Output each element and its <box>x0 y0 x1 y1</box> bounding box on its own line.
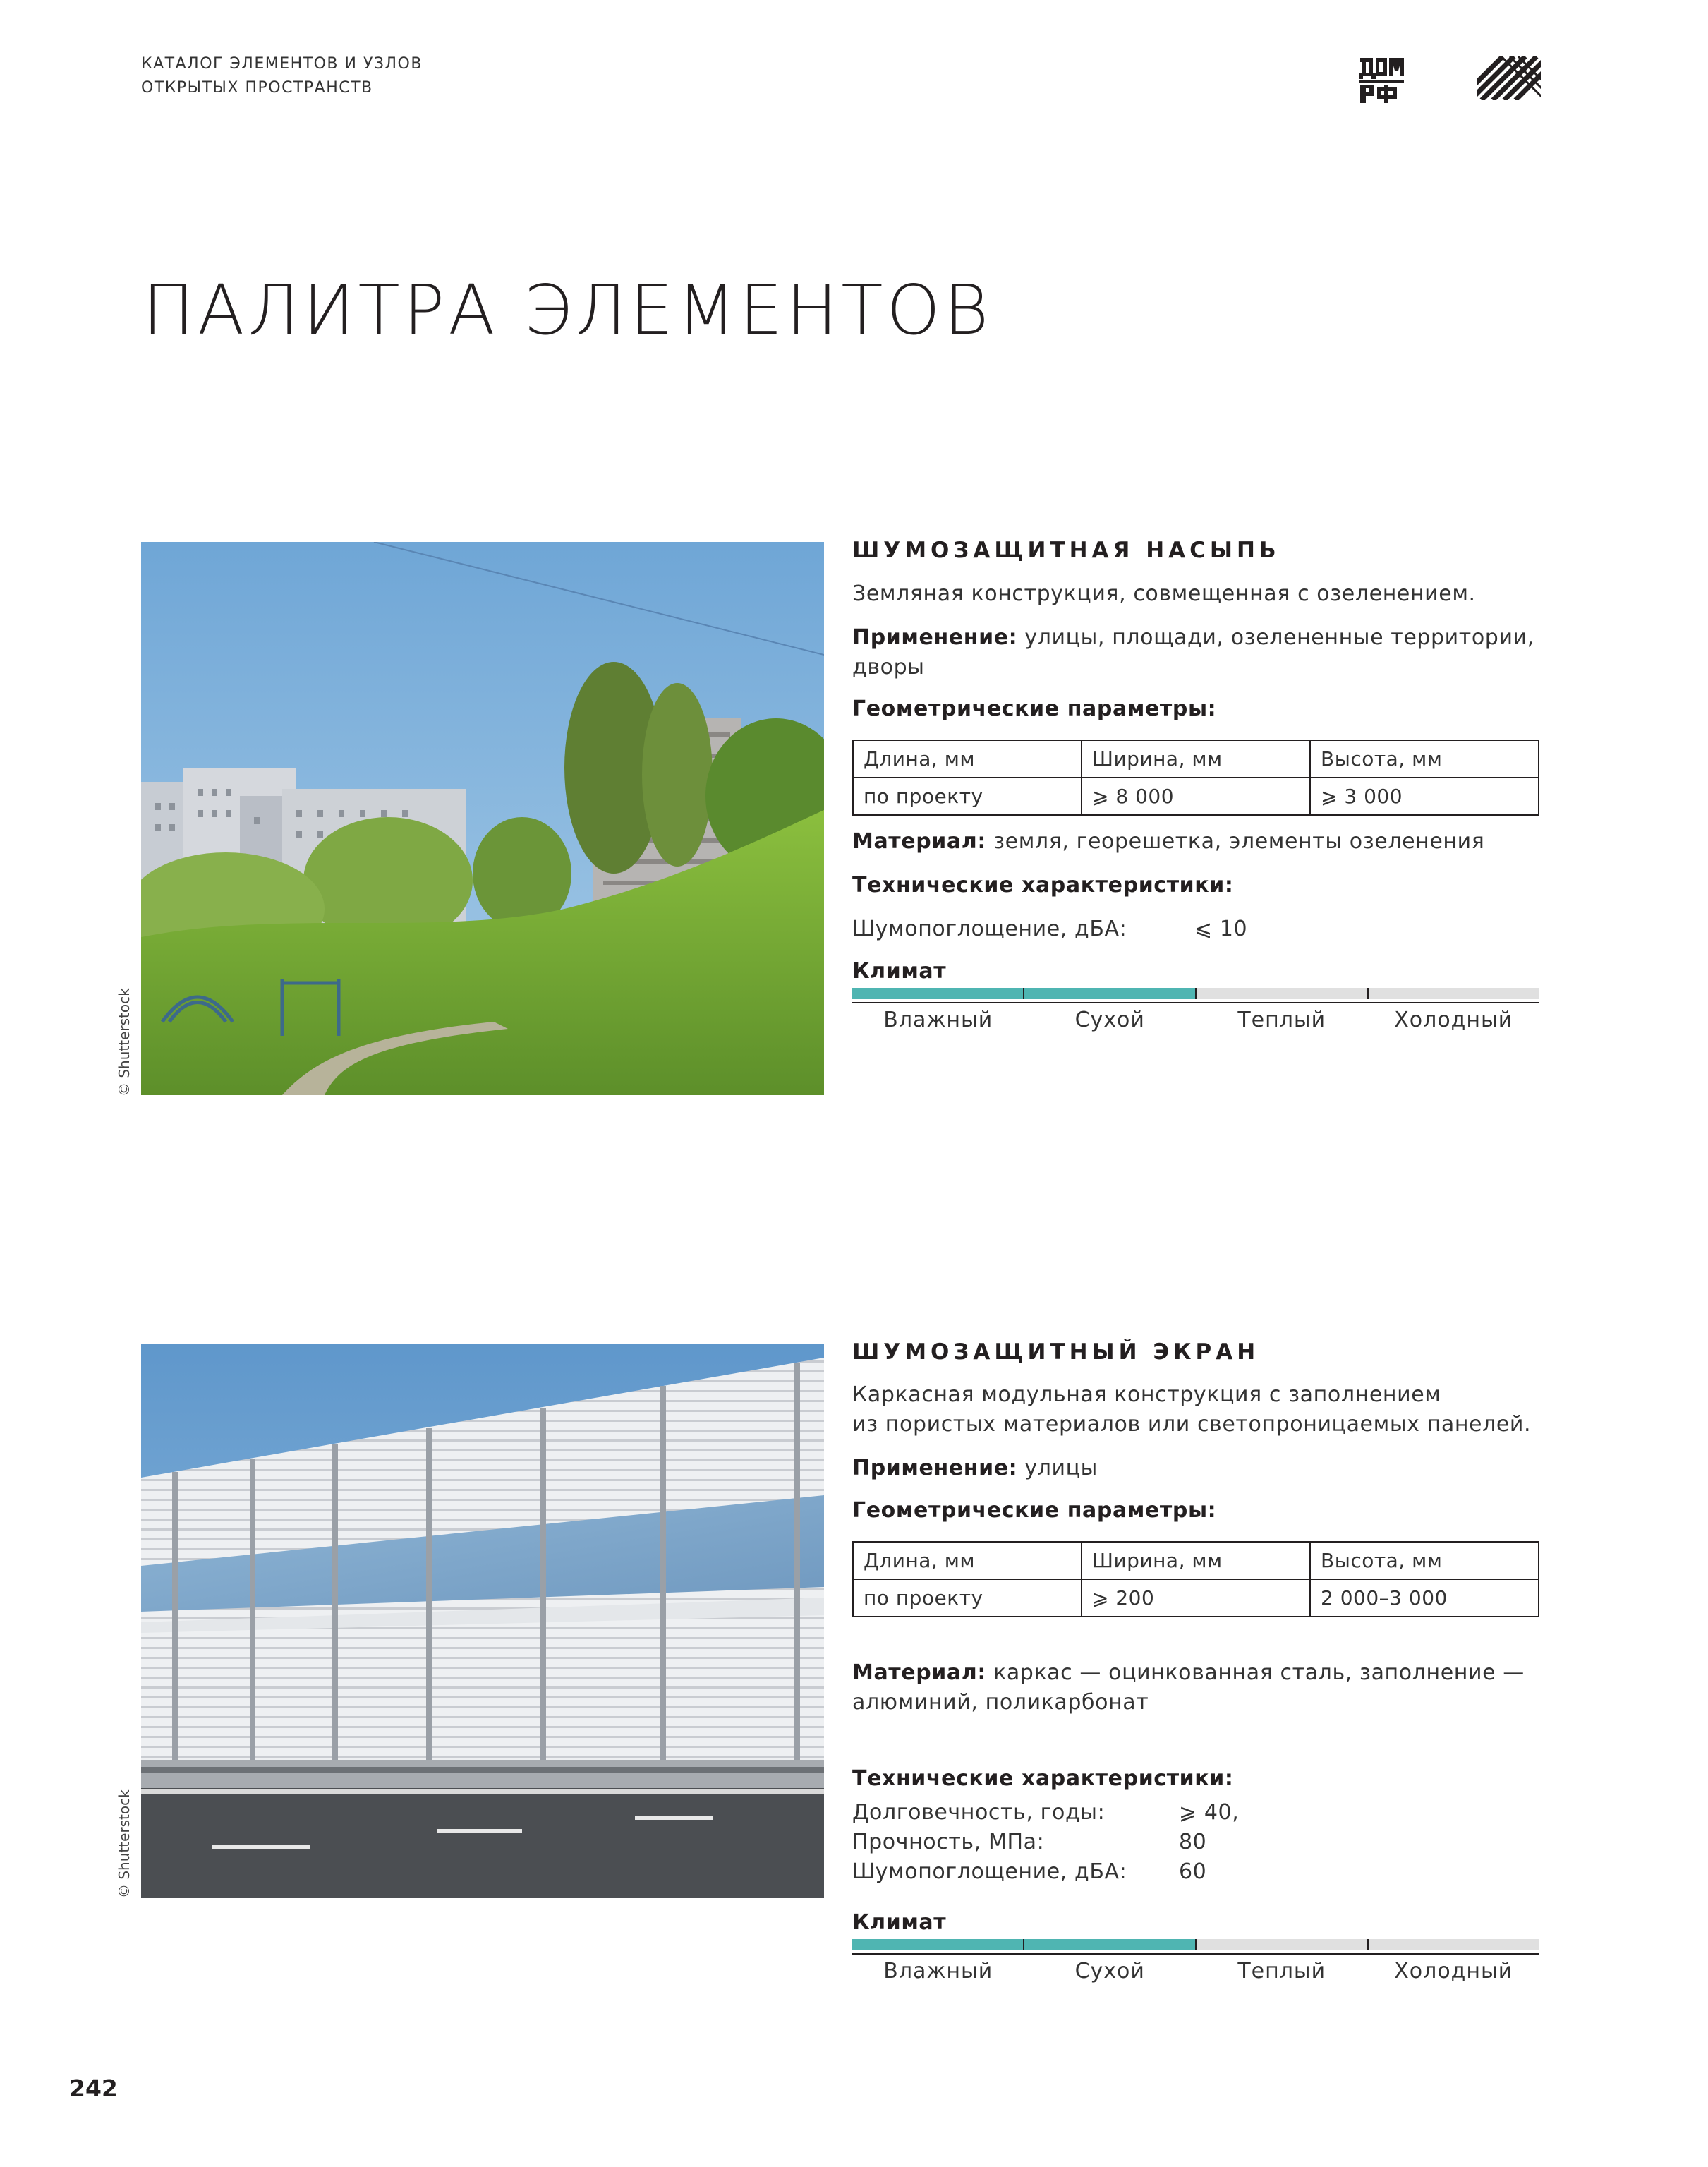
application-block <box>852 623 1534 682</box>
material-block <box>852 827 1484 857</box>
photo-credit: © Shutterstock <box>116 988 133 1097</box>
tech-list <box>852 1798 1239 1887</box>
tech-row <box>852 915 1247 944</box>
section-description: Земляная конструкция, совмещенная с озеленением. <box>852 581 1476 606</box>
noise-barrier-photo <box>141 1344 824 1898</box>
tech-row-value: ⩽ 10 <box>1194 917 1248 941</box>
climate-segment-dry <box>1024 988 1197 999</box>
climate-label-humid: Влажный <box>883 1008 993 1032</box>
section-title: ШУМОЗАЩИТНАЯ НАСЫПЬ <box>852 538 1280 563</box>
geometry-label: Геометрические параметры: <box>852 696 1217 721</box>
climate-labels <box>852 1008 1539 1032</box>
climate-label-cold: Холодный <box>1394 1959 1513 1984</box>
climate-label-cold: Холодный <box>1394 1008 1513 1032</box>
tech-row-label: Шумопоглощение, дБА: <box>852 917 1127 941</box>
tech-row <box>852 1798 1239 1828</box>
tech-row-value: ⩾ 40, <box>1179 1800 1240 1825</box>
tech-row <box>852 1857 1239 1887</box>
table-cell: по проекту <box>853 1579 1082 1617</box>
climate-label-humid: Влажный <box>883 1959 993 1984</box>
section-description-line2: из пористых материалов или светопроницаемых панелей. <box>852 1412 1532 1437</box>
climate-bar <box>852 988 1539 1003</box>
table-cell: Ширина, мм <box>1082 740 1310 778</box>
noise-embankment-photo <box>141 542 824 1095</box>
material-value: каркас — оцинкованная сталь, заполнение — <box>993 1660 1525 1685</box>
tech-row-value: 80 <box>1179 1830 1207 1854</box>
catalog-header-line1: КАТАЛОГ ЭЛЕМЕНТОВ И УЗЛОВ <box>141 55 423 73</box>
climate-segment-warm <box>1197 988 1369 999</box>
tech-row-label: Долговечность, годы: <box>852 1800 1106 1825</box>
table-cell: ⩾ 3 000 <box>1310 778 1539 815</box>
application-block <box>852 1454 1098 1483</box>
climate-scale <box>852 1939 1539 1984</box>
page-title: ПАЛИТРА ЭЛЕМЕНТОВ <box>143 270 993 350</box>
material-value: земля, георешетка, элементы озеленения <box>993 829 1485 854</box>
application-label: Применение: <box>852 625 1018 650</box>
material-label: Материал: <box>852 1660 986 1685</box>
tech-label: Технические характеристики: <box>852 1766 1234 1791</box>
table-header-row <box>853 1542 1539 1579</box>
material-label: Материал: <box>852 829 986 854</box>
geometry-table <box>852 1541 1539 1617</box>
material-value-line2: алюминий, поликарбонат <box>852 1690 1149 1715</box>
table-cell: Высота, мм <box>1310 1542 1539 1579</box>
page-number: 242 <box>69 2075 118 2102</box>
dom-rf-logo <box>1359 55 1404 104</box>
tech-row-label: Прочность, МПа: <box>852 1830 1045 1854</box>
table-cell: Длина, мм <box>853 1542 1082 1579</box>
climate-label-warm: Теплый <box>1237 1959 1326 1984</box>
section-description <box>852 1380 1531 1439</box>
material-block <box>852 1658 1525 1718</box>
section-title: ШУМОЗАЩИТНЫЙ ЭКРАН <box>852 1339 1260 1365</box>
tech-label: Технические характеристики: <box>852 873 1234 898</box>
tech-list <box>852 915 1247 944</box>
climate-label-dry: Сухой <box>1074 1008 1145 1032</box>
climate-bar <box>852 1939 1539 1955</box>
table-cell: ⩾ 8 000 <box>1082 778 1310 815</box>
climate-segment-warm <box>1197 1939 1369 1950</box>
climate-scale <box>852 988 1539 1032</box>
application-value: улицы, площади, озелененные территории, <box>1024 625 1534 650</box>
table-cell: 2 000–3 000 <box>1310 1579 1539 1617</box>
application-label: Применение: <box>852 1456 1018 1480</box>
geometry-table <box>852 740 1539 816</box>
catalog-header <box>141 52 423 100</box>
diagonal-pattern-logo-icon <box>1477 56 1541 100</box>
climate-label: Климат <box>852 959 947 984</box>
application-value-line2: дворы <box>852 655 925 680</box>
tech-row <box>852 1828 1239 1857</box>
climate-segment-humid <box>852 1939 1024 1950</box>
catalog-header-line2: ОТКРЫТЫХ ПРОСТРАНСТВ <box>141 79 373 97</box>
climate-segment-humid <box>852 988 1024 999</box>
climate-label: Климат <box>852 1910 947 1935</box>
table-row <box>853 778 1539 815</box>
table-cell: по проекту <box>853 778 1082 815</box>
section-description-line1: Каркасная модульная конструкция с заполнением <box>852 1382 1441 1407</box>
table-cell: ⩾ 200 <box>1082 1579 1310 1617</box>
tech-row-label: Шумопоглощение, дБА: <box>852 1859 1127 1884</box>
table-header-row <box>853 740 1539 778</box>
climate-label-warm: Теплый <box>1237 1008 1326 1032</box>
geometry-label: Геометрические параметры: <box>852 1498 1217 1523</box>
photo-credit: © Shutterstock <box>116 1789 133 1898</box>
tech-row-value: 60 <box>1179 1859 1207 1884</box>
table-row <box>853 1579 1539 1617</box>
table-cell: Ширина, мм <box>1082 1542 1310 1579</box>
climate-label-dry: Сухой <box>1074 1959 1145 1984</box>
table-cell: Длина, мм <box>853 740 1082 778</box>
application-value: улицы <box>1024 1456 1098 1480</box>
climate-segment-cold <box>1369 988 1539 999</box>
climate-segment-cold <box>1369 1939 1539 1950</box>
climate-labels <box>852 1959 1539 1984</box>
table-cell: Высота, мм <box>1310 740 1539 778</box>
climate-segment-dry <box>1024 1939 1197 1950</box>
